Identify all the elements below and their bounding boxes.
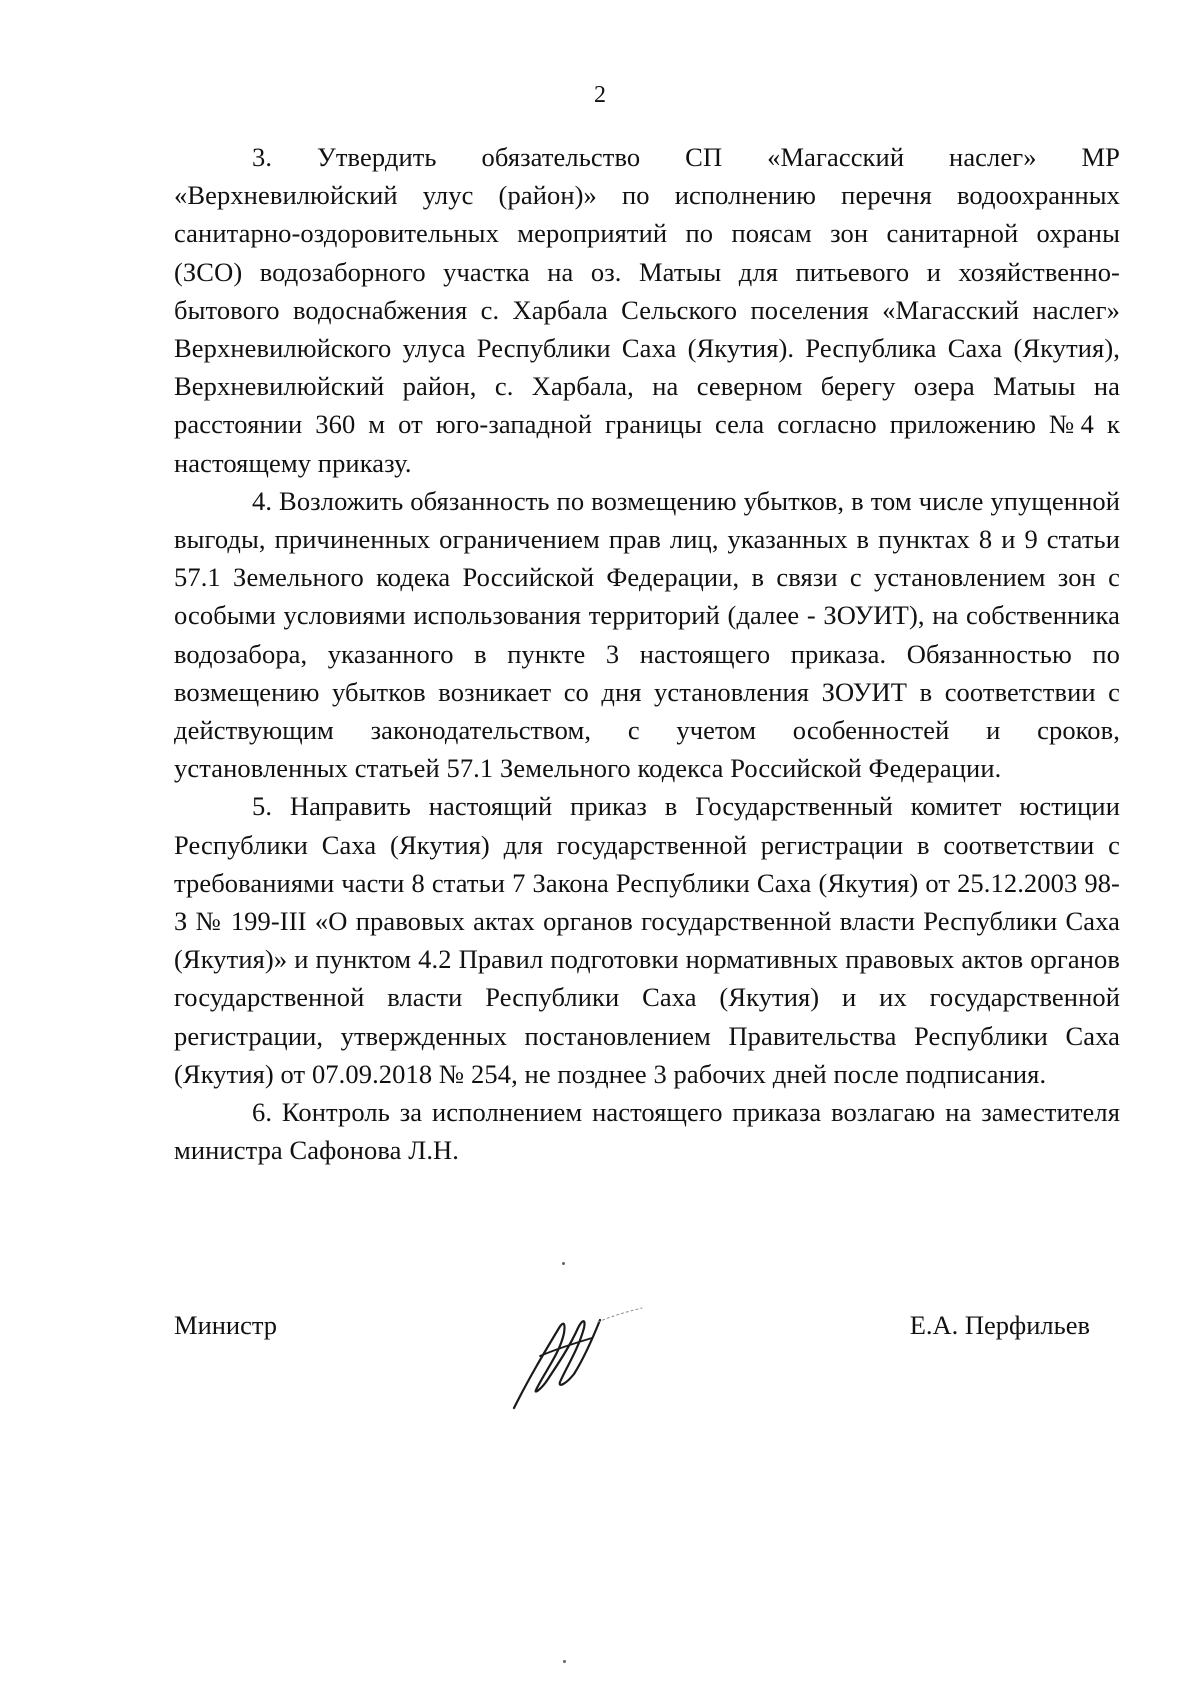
paragraph-item-6: 6. Контроль за исполнением настоящего приказа возлагаю на заместителя министра Сафонова Л.Н. <box>174 1097 1120 1166</box>
handwritten-signature <box>474 1298 654 1418</box>
scan-speck <box>563 1660 566 1663</box>
paragraph-item-3: 3. Утвердить обязательство СП «Магасский наслег» МР «Верхневилюйский улус (район)» по исполнению перечня водоохранных санитарно-оздоровительных мероприятий по поясам зон санитарной охраны (ЗСО) водозаборного участка на оз. Матыы для питьевого и хозяйственно-бытового водоснабжения с. Харбала Сельского поселения «Магасский наслег» Верхневилюйского улуса Республики Саха (Якутия). Республика Саха (Якутия), Верхневилюйский район, с. Харбала, на северном берегу озера Матыы на расстоянии 360 м от юго-западной границы села согласно приложению №4 к настоящему приказу. <box>174 142 1120 478</box>
paragraph-item-4: 4. Возложить обязанность по возмещению убытков, в том числе упущенной выгоды, причиненных ограничением прав лиц, указанных в пунктах 8 и 9 статьи 57.1 Земельного кодека Российской Федерации, в связи с установлением зон с особыми условиями использования территорий (далее - ЗОУИТ), на собственника водозабора, указанного в пункте 3 настоящего приказа. Обязанностью по возмещению убытков возникает со дня установления ЗОУИТ в соответствии с действующим законодательством, с учетом особенностей и сроков, установленных статьей 57.1 Земельного кодекса Российской Федерации. <box>174 485 1120 784</box>
signer-name: Е.А. Перфильев <box>909 1310 1090 1340</box>
signer-role: Министр <box>174 1310 278 1340</box>
scan-speck <box>562 1262 565 1265</box>
signature-block <box>174 1310 1120 1450</box>
page-number: 2 <box>594 82 606 108</box>
paragraph-item-5: 5. Направить настоящий приказ в Государственный комитет юстиции Республики Саха (Якутия) для государственной регистрации в соответствии с требованиями части 8 статьи 7 Закона Республики Саха (Якутия) от 25.12.2003 98-З № 199-III «О правовых актах органов государственной власти Республики Саха (Якутия)» и пунктом 4.2 Правил подготовки нормативных правовых актов органов государственной власти Республики Саха (Якутия) и их государственной регистрации, утвержденных постановлением Правительства Республики Саха (Якутия) от 07.09.2018 № 254, не позднее 3 рабочих дней после подписания. <box>174 791 1120 1089</box>
document-body <box>174 138 1120 1169</box>
